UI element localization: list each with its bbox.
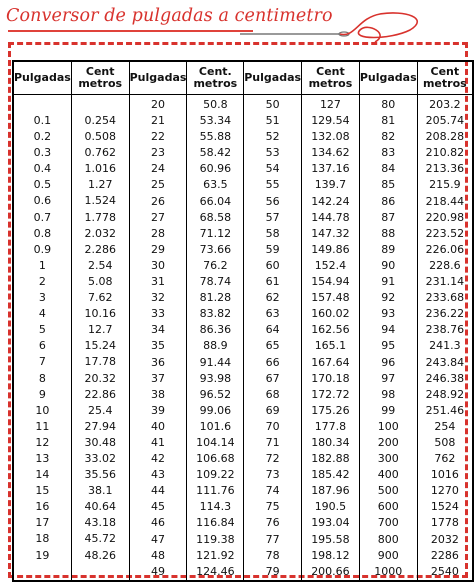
table-cell-pulgadas: 98 <box>381 387 396 401</box>
table-cell-pulgadas: 67 <box>265 371 280 385</box>
table-cell-centimetros: 71.12 <box>199 226 232 240</box>
table-cell-pulgadas: 54 <box>265 162 280 176</box>
table-cell-pulgadas: 24 <box>151 162 166 176</box>
table-cell-pulgadas: 99 <box>381 403 396 417</box>
table-cell-pulgadas: 800 <box>377 532 399 546</box>
header-pulgadas: Pulgadas <box>14 62 71 95</box>
header-pulgadas: Pulgadas <box>360 62 417 95</box>
column-pulgadas-3 <box>244 61 302 581</box>
table-cell-pulgadas: 84 <box>381 162 396 176</box>
table-cell-pulgadas: 5 <box>38 323 46 337</box>
table-cell-centimetros: 185.42 <box>311 468 350 482</box>
table-cell-pulgadas: 77 <box>265 532 280 546</box>
table-cell-centimetros: 2.032 <box>84 226 116 240</box>
table-cell-pulgadas: 4 <box>38 307 46 321</box>
table-cell-centimetros: 177.8 <box>314 419 347 433</box>
table-cell-centimetros: 83.82 <box>199 307 232 321</box>
table-cell-pulgadas: 37 <box>151 371 166 385</box>
table-cell-centimetros: 2.286 <box>84 242 116 256</box>
table-cell-pulgadas: 39 <box>151 403 166 417</box>
table-cell-centimetros: 38.1 <box>87 484 113 498</box>
table-cell-pulgadas: 56 <box>265 194 280 208</box>
table-cell-centimetros: 40.64 <box>84 500 116 514</box>
table-cell-pulgadas: 1000 <box>374 564 403 578</box>
table-cell-pulgadas: 80 <box>381 98 396 111</box>
table-cell-pulgadas: 6 <box>38 339 46 353</box>
table-cell-centimetros: 142.24 <box>311 194 350 208</box>
table-cell-centimetros: 198.12 <box>311 548 350 562</box>
table-cell-pulgadas: 25 <box>151 178 166 192</box>
table-cell-centimetros: 66.04 <box>199 194 232 208</box>
table-cell-centimetros: 1.016 <box>84 162 116 176</box>
table-cell-pulgadas: 63 <box>265 307 280 321</box>
table-cell-pulgadas: 29 <box>151 242 166 256</box>
table-cell-centimetros: 124.46 <box>196 564 235 578</box>
table-cell-pulgadas: 83 <box>381 146 396 160</box>
table-cell-pulgadas: 85 <box>381 178 396 192</box>
table-cell-centimetros: 144.78 <box>311 210 350 224</box>
table-cell-pulgadas: 26 <box>151 194 166 208</box>
table-cell-centimetros: 78.74 <box>199 275 232 289</box>
table-cell-centimetros: 60.96 <box>199 162 232 176</box>
table-cell-pulgadas: 0.3 <box>33 146 52 160</box>
table-cell-centimetros: 193.04 <box>311 516 350 530</box>
table-cell-pulgadas: 97 <box>381 371 396 385</box>
conversion-table <box>12 60 474 582</box>
table-cell-centimetros: 0.508 <box>84 130 116 144</box>
table-cell-pulgadas: 30 <box>151 258 166 272</box>
header-centimetros: Cent metros <box>72 62 129 95</box>
table-cell-centimetros: 246.38 <box>425 371 465 385</box>
table-cell-pulgadas: 81 <box>381 114 396 128</box>
table-cell-pulgadas: 0.7 <box>33 210 52 224</box>
table-cell-pulgadas: 18 <box>35 532 50 546</box>
table-cell-pulgadas: 65 <box>265 339 280 353</box>
table-cell-pulgadas: 9 <box>38 387 46 401</box>
table-cell-pulgadas: 43 <box>151 468 166 482</box>
table-cell-pulgadas: 50 <box>265 98 280 111</box>
table-cell-pulgadas: 100 <box>377 419 399 433</box>
table-cell-centimetros: 248.92 <box>425 387 465 401</box>
table-cell-pulgadas: 400 <box>377 468 399 482</box>
table-cell-pulgadas: 0.9 <box>33 242 52 256</box>
column-pulgadas-4 <box>359 61 417 581</box>
table-cell-pulgadas: 93 <box>381 307 396 321</box>
table-cell-pulgadas: 60 <box>265 258 280 272</box>
table-cell-centimetros: 43.18 <box>84 516 116 530</box>
table-cell-centimetros: 2286 <box>430 548 459 562</box>
table-cell-centimetros: 17.78 <box>84 355 116 369</box>
table-cell-pulgadas: 58 <box>265 226 280 240</box>
table-cell-pulgadas: 79 <box>265 564 280 578</box>
table-cell-centimetros: 1.27 <box>87 178 113 192</box>
table-cell-centimetros: 134.62 <box>311 146 350 160</box>
table-cell-centimetros: 22.86 <box>84 387 116 401</box>
table-cell-pulgadas: 44 <box>151 484 166 498</box>
column-centimetros-2 <box>187 61 244 581</box>
table-cell-centimetros: 106.68 <box>196 452 235 466</box>
table-cell-pulgadas: 49 <box>151 564 166 578</box>
table-cell-centimetros: 1.524 <box>84 194 116 208</box>
table-cell-pulgadas: 69 <box>265 403 280 417</box>
table-cell-pulgadas: 0.6 <box>33 194 52 208</box>
header-centimetros: Cent metros <box>302 62 359 95</box>
table-cell-centimetros: 76.2 <box>203 258 228 272</box>
table-cell-pulgadas: 10 <box>35 403 50 417</box>
table-cell-centimetros: 68.58 <box>199 210 232 224</box>
table-cell-centimetros: 160.02 <box>311 307 350 321</box>
table-cell-pulgadas: 500 <box>377 484 399 498</box>
table-cell-centimetros: 182.88 <box>311 452 350 466</box>
table-cell-pulgadas: 45 <box>151 500 166 514</box>
table-cell-centimetros: 50.8 <box>203 98 228 111</box>
table-cell-centimetros: 129.54 <box>311 114 350 128</box>
table-cell-pulgadas: 91 <box>381 275 396 289</box>
table-cell-centimetros: 251.46 <box>425 403 465 417</box>
table-cell-pulgadas: 64 <box>265 323 280 337</box>
table-cell-pulgadas: 19 <box>35 548 50 562</box>
table-cell-centimetros: 162.56 <box>311 323 350 337</box>
table-cell-pulgadas: 0.2 <box>33 130 52 144</box>
table-cell-centimetros: 99.06 <box>199 403 232 417</box>
table-cell-centimetros: 165.1 <box>314 339 347 353</box>
table-cell-pulgadas: 200 <box>377 435 399 449</box>
table-cell-centimetros: 81.28 <box>199 291 232 305</box>
table-cell-pulgadas: 41 <box>151 435 166 449</box>
table-cell-centimetros: 121.92 <box>196 548 235 562</box>
table-cell-centimetros: 12.7 <box>87 323 113 337</box>
table-cell-pulgadas: 89 <box>381 242 396 256</box>
table-cell-pulgadas: 3 <box>38 291 46 305</box>
table-cell-pulgadas: 59 <box>265 242 280 256</box>
table-cell-pulgadas: 92 <box>381 291 396 305</box>
table-cell-centimetros: 1778 <box>430 516 459 530</box>
table-cell-pulgadas: 51 <box>265 114 280 128</box>
table-cell-pulgadas: 14 <box>35 468 50 482</box>
table-cell-pulgadas: 31 <box>151 275 166 289</box>
table-cell-centimetros: 154.94 <box>311 275 350 289</box>
table-cell-centimetros: 109.22 <box>196 468 235 482</box>
table-cell-pulgadas: 71 <box>265 435 280 449</box>
table-cell-centimetros: 226.06 <box>425 242 465 256</box>
page-title: Conversor de pulgadas a centimetro <box>6 6 333 26</box>
table-cell-centimetros: 241.3 <box>429 339 461 353</box>
table-cell-pulgadas: 90 <box>381 258 396 272</box>
table-cell-centimetros: 15.24 <box>84 339 116 353</box>
table-cell-pulgadas: 87 <box>381 210 396 224</box>
table-cell-pulgadas: 40 <box>151 419 166 433</box>
table-cell-pulgadas: 32 <box>151 291 166 305</box>
table-cell-centimetros: 236.22 <box>425 307 465 321</box>
table-cell-centimetros: 88.9 <box>203 339 228 353</box>
table-cell-pulgadas: 7 <box>38 355 46 369</box>
table-cell-pulgadas: 36 <box>151 355 166 369</box>
table-cell-centimetros: 205.74 <box>425 114 465 128</box>
column-pulgadas-2 <box>129 61 187 581</box>
table-cell-centimetros: 215.9 <box>429 178 461 192</box>
table-cell-pulgadas: 28 <box>151 226 166 240</box>
table-cell-pulgadas: 94 <box>381 323 396 337</box>
table-cell-pulgadas: 17 <box>35 516 50 530</box>
table-cell-pulgadas: 11 <box>35 419 50 433</box>
column-centimetros-4 <box>417 61 473 581</box>
table-cell-centimetros: 104.14 <box>196 435 235 449</box>
table-cell-centimetros: 93.98 <box>199 371 232 385</box>
table-cell-pulgadas: 55 <box>265 178 280 192</box>
table-cell-pulgadas: 1 <box>38 258 46 272</box>
table-cell-centimetros: 208.28 <box>425 130 465 144</box>
table-cell-pulgadas: 88 <box>381 226 396 240</box>
table-cell-pulgadas: 46 <box>151 516 166 530</box>
table-cell-centimetros: 157.48 <box>311 291 350 305</box>
table-cell-centimetros: 238.76 <box>425 323 465 337</box>
table-cell-centimetros: 213.36 <box>425 162 465 176</box>
table-cell-centimetros: 243.84 <box>425 355 465 369</box>
table-cell-centimetros: 101.6 <box>199 419 232 433</box>
table-cell-centimetros: 73.66 <box>199 242 232 256</box>
table-cell-pulgadas: 76 <box>265 516 280 530</box>
table-cell-pulgadas: 78 <box>265 548 280 562</box>
table-cell-pulgadas: 13 <box>35 451 50 465</box>
table-cell-centimetros: 762 <box>434 452 456 466</box>
table-cell-centimetros: 86.36 <box>199 323 232 337</box>
table-cell-centimetros: 91.44 <box>199 355 232 369</box>
table-cell-pulgadas: 0.4 <box>33 162 52 176</box>
table-cell-centimetros: 203.2 <box>429 98 461 111</box>
table-cell-centimetros: 111.76 <box>196 484 235 498</box>
table-cell-pulgadas: 8 <box>38 371 46 385</box>
table-cell-centimetros: 2032 <box>430 532 459 546</box>
table-cell-pulgadas: 2 <box>38 274 46 288</box>
column-centimetros-3 <box>302 61 360 581</box>
table-cell-pulgadas: 48 <box>151 548 166 562</box>
table-cell-centimetros: 1.778 <box>84 210 116 224</box>
table-cell-centimetros: 223.52 <box>425 226 465 240</box>
table-cell-centimetros: 172.72 <box>311 387 350 401</box>
table-cell-centimetros: 195.58 <box>311 532 350 546</box>
table-cell-centimetros: 210.82 <box>425 146 465 160</box>
table-cell-centimetros: 48.26 <box>84 548 116 562</box>
table-cell-pulgadas: 70 <box>265 419 280 433</box>
table-cell-centimetros: 45.72 <box>84 532 116 546</box>
table-cell-pulgadas: 66 <box>265 355 280 369</box>
table-cell-pulgadas: 700 <box>377 516 399 530</box>
table-cell-centimetros: 0.762 <box>84 146 116 160</box>
header-pulgadas: Pulgadas <box>130 62 187 95</box>
table-cell-centimetros: 27.94 <box>84 419 116 433</box>
table-cell-pulgadas: 96 <box>381 355 396 369</box>
table-cell-centimetros: 233.68 <box>425 291 465 305</box>
table-cell-centimetros: 228.6 <box>429 258 461 272</box>
table-cell-pulgadas: 62 <box>265 291 280 305</box>
table-cell-centimetros: 25.4 <box>87 403 113 417</box>
table-cell-pulgadas: 53 <box>265 146 280 160</box>
table-cell-centimetros: 147.32 <box>311 226 350 240</box>
table-cell-pulgadas: 27 <box>151 210 166 224</box>
table-cell-centimetros: 114.3 <box>199 500 232 514</box>
table-cell-pulgadas: 900 <box>377 548 399 562</box>
table-cell-pulgadas: 61 <box>265 275 280 289</box>
table-cell-centimetros: 58.42 <box>199 146 232 160</box>
table-cell-pulgadas: 75 <box>265 500 280 514</box>
table-cell-pulgadas: 600 <box>377 500 399 514</box>
table-cell-centimetros: 200.66 <box>311 564 350 578</box>
table-cell-centimetros: 170.18 <box>311 371 350 385</box>
column-centimetros-1 <box>71 61 129 581</box>
table-cell-pulgadas: 52 <box>265 130 280 144</box>
table-cell-pulgadas: 74 <box>265 484 280 498</box>
table-cell-centimetros: 254 <box>434 419 456 433</box>
table-cell-centimetros: 53.34 <box>199 114 232 128</box>
table-cell-centimetros: 137.16 <box>311 162 350 176</box>
table-cell-centimetros: 1524 <box>430 500 459 514</box>
table-cell-centimetros: 508 <box>434 435 456 449</box>
table-cell-pulgadas: 0.8 <box>33 226 52 240</box>
table-cell-pulgadas: 95 <box>381 339 396 353</box>
table-cell-pulgadas: 42 <box>151 452 166 466</box>
header-centimetros: Cent metros <box>418 62 472 95</box>
table-cell-pulgadas: 12 <box>35 435 50 449</box>
table-cell-pulgadas: 21 <box>151 114 166 128</box>
table-cell-centimetros: 132.08 <box>311 130 350 144</box>
table-cell-centimetros: 63.5 <box>203 178 228 192</box>
table-cell-pulgadas: 23 <box>151 146 166 160</box>
table-cell-centimetros: 0.254 <box>84 114 116 127</box>
table-cell-pulgadas: 15 <box>35 484 50 498</box>
table-cell-centimetros: 1016 <box>430 468 459 482</box>
table-cell-centimetros: 180.34 <box>311 435 350 449</box>
table-cell-centimetros: 30.48 <box>84 435 116 449</box>
table-cell-pulgadas: 38 <box>151 387 166 401</box>
table-cell-pulgadas: 20 <box>151 98 166 111</box>
table-cell-centimetros: 1270 <box>430 484 459 498</box>
table-cell-centimetros: 127 <box>319 98 341 111</box>
table-cell-centimetros: 96.52 <box>199 387 232 401</box>
table-cell-pulgadas: 300 <box>377 452 399 466</box>
table-cell-centimetros: 35.56 <box>84 468 116 482</box>
table-cell-pulgadas: 73 <box>265 468 280 482</box>
table-cell-pulgadas: 35 <box>151 339 166 353</box>
table-cell-centimetros: 55.88 <box>199 130 232 144</box>
table-cell-centimetros: 175.26 <box>311 403 350 417</box>
column-pulgadas-1 <box>13 61 71 581</box>
table-cell-pulgadas: 47 <box>151 532 166 546</box>
table-cell-centimetros: 187.96 <box>311 484 350 498</box>
header-centimetros: Cent. metros <box>187 62 243 95</box>
table-cell-centimetros: 139.7 <box>314 178 347 192</box>
table-cell-pulgadas: 16 <box>35 500 50 514</box>
table-cell-pulgadas: 68 <box>265 387 280 401</box>
table-cell-centimetros: 220.98 <box>425 210 465 224</box>
table-cell-pulgadas: 72 <box>265 452 280 466</box>
table-cell-centimetros: 231.14 <box>425 275 465 289</box>
table-cell-pulgadas: 22 <box>151 130 166 144</box>
table-cell-pulgadas: 0.5 <box>33 178 52 192</box>
table-cell-pulgadas: 82 <box>381 130 396 144</box>
table-cell-centimetros: 5.08 <box>87 274 113 288</box>
table-cell-centimetros: 190.5 <box>314 500 347 514</box>
table-cell-centimetros: 218.44 <box>425 194 465 208</box>
table-cell-centimetros: 20.32 <box>84 371 116 385</box>
table-cell-pulgadas: 33 <box>151 307 166 321</box>
table-cell-pulgadas: 34 <box>151 323 166 337</box>
table-cell-pulgadas: 86 <box>381 194 396 208</box>
table-cell-centimetros: 152.4 <box>314 258 347 272</box>
table-cell-centimetros: 33.02 <box>84 451 116 465</box>
title-underline <box>8 30 253 32</box>
header-pulgadas: Pulgadas <box>244 62 301 95</box>
table-cell-centimetros: 119.38 <box>196 532 235 546</box>
table-cell-centimetros: 2.54 <box>87 258 113 272</box>
table-cell-centimetros: 149.86 <box>311 242 350 256</box>
table-cell-centimetros: 7.62 <box>87 291 113 305</box>
table-cell-centimetros: 167.64 <box>311 355 350 369</box>
table-cell-centimetros: 116.84 <box>196 516 235 530</box>
table-cell-centimetros: 2540 <box>430 564 459 578</box>
table-cell-pulgadas: 0.1 <box>33 114 52 127</box>
table-cell-centimetros: 10.16 <box>84 307 116 321</box>
table-cell-pulgadas: 57 <box>265 210 280 224</box>
